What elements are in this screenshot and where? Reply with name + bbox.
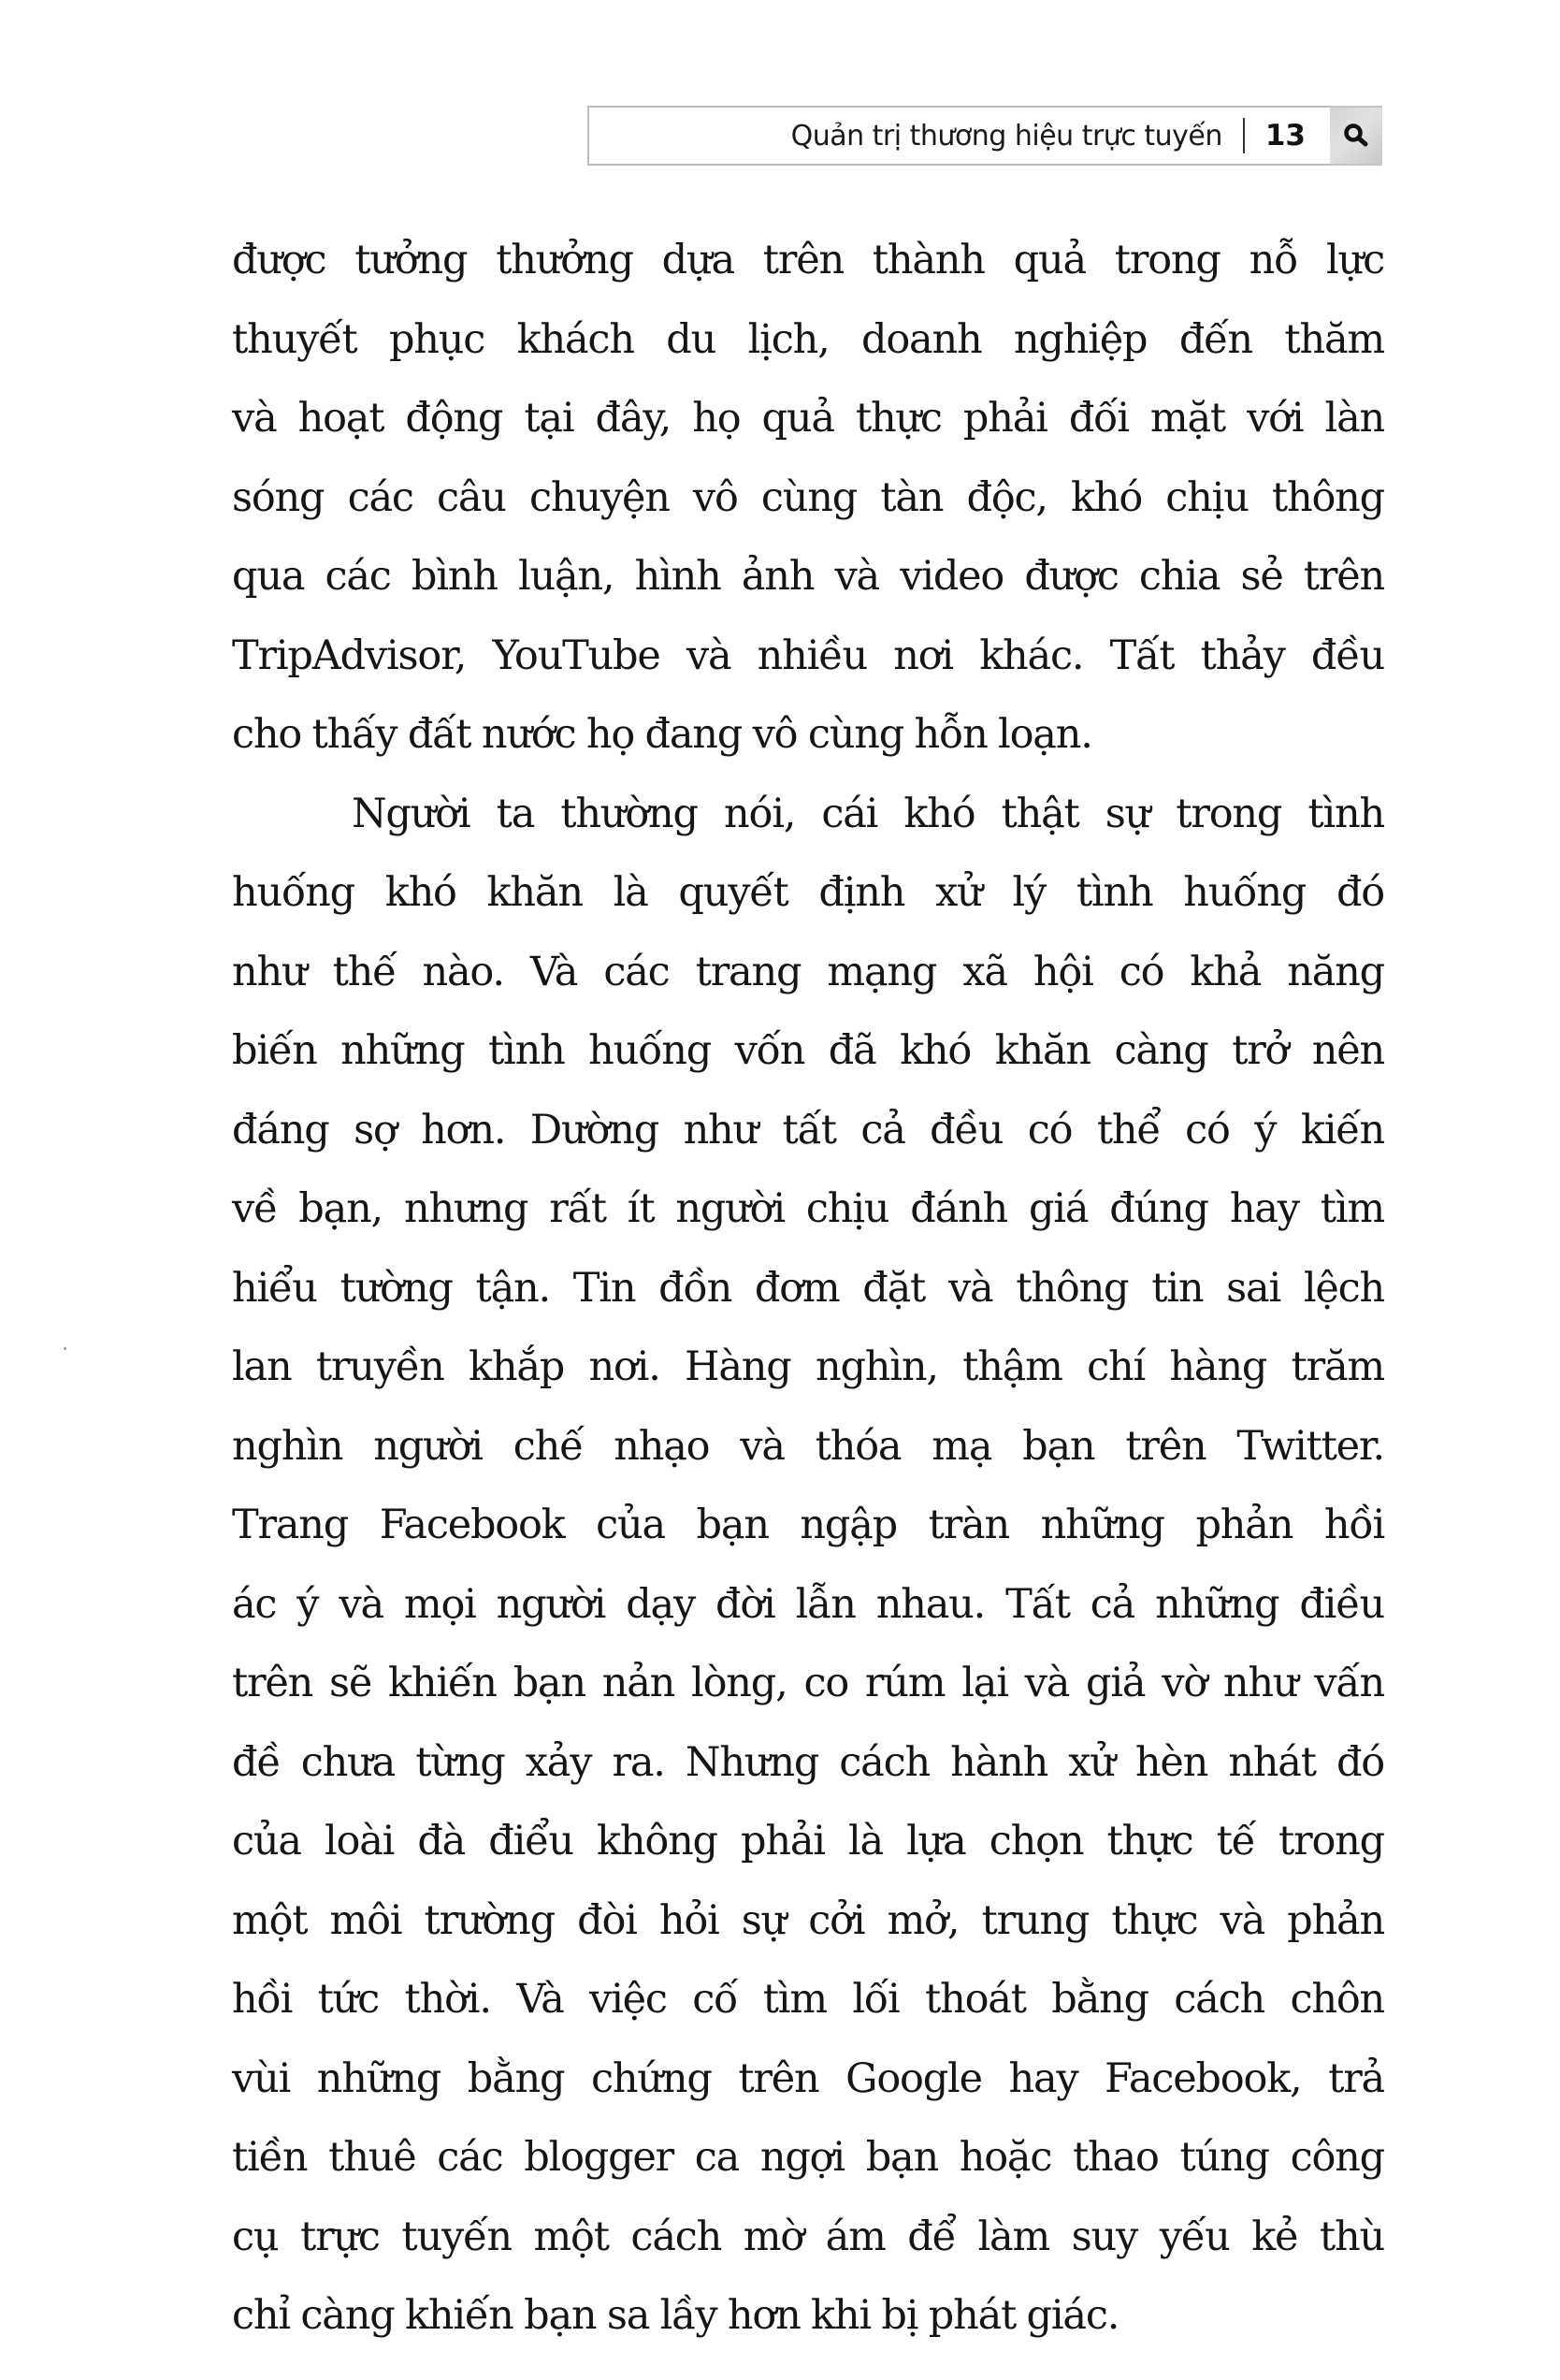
text-line: Người ta thường nói, cái khó thật sự trong tình — [352, 790, 1384, 837]
search-icon-cell — [1330, 106, 1382, 166]
text-line: Trang Facebook của bạn ngập tràn những phản hồi — [232, 1502, 1384, 1548]
text-line: huống khó khăn là quyết định xử lý tình huống đó — [232, 869, 1384, 916]
text-line: vùi những bằng chứng trên Google hay Facebook, trả — [232, 2054, 1384, 2102]
header-divider — [1243, 118, 1245, 153]
header-box — [587, 106, 1330, 166]
text-line: như thế nào. Và các trang mạng xã hội có khả năng — [232, 948, 1384, 995]
text-line: sóng các câu chuyện vô cùng tàn độc, khó chịu thông — [232, 473, 1384, 521]
text-line: hiểu tường tận. Tin đồn đơm đặt và thông tin sai lệch — [232, 1264, 1384, 1312]
page-number: 13 — [1264, 119, 1306, 152]
running-title: Quản trị thương hiệu trực tuyến — [790, 119, 1222, 152]
text-line: TripAdvisor, YouTube và nhiều nơi khác. Tất thảy đều — [232, 631, 1384, 679]
paragraph-2 — [232, 775, 1384, 2356]
text-line: nghìn người chế nhạo và thóa mạ bạn trên Twitter. — [232, 1422, 1384, 1470]
page-body — [232, 221, 1384, 2356]
scan-speck — [64, 1347, 66, 1350]
text-line: trên sẽ khiến bạn nản lòng, co rúm lại và giả vờ như vấn — [232, 1660, 1384, 1706]
text-line: của loài đà điểu không phải là lựa chọn thực tế trong — [232, 1818, 1384, 1865]
text-line: qua các bình luận, hình ảnh và video được chia sẻ trên — [232, 553, 1384, 600]
text-line: một môi trường đòi hỏi sự cởi mở, trung thực và phản — [232, 1896, 1384, 1944]
paragraph-1 — [232, 221, 1384, 775]
search-icon — [1342, 122, 1370, 150]
text-line: và hoạt động tại đây, họ quả thực phải đối mặt với làn — [232, 395, 1384, 442]
text-line: được tưởng thưởng dựa trên thành quả trong nỗ lực — [232, 237, 1384, 283]
text-line: cụ trực tuyến một cách mờ ám để làm suy yếu kẻ thù — [232, 2213, 1384, 2260]
text-line: đáng sợ hơn. Dường như tất cả đều có thể có ý kiến — [232, 1106, 1384, 1154]
running-header — [587, 106, 1382, 166]
text-line: ác ý và mọi người dạy đời lẫn nhau. Tất cả những điều — [232, 1580, 1384, 1628]
text-line: về bạn, nhưng rất ít người chịu đánh giá đúng hay tìm — [232, 1185, 1384, 1232]
text-line: hồi tức thời. Và việc cố tìm lối thoát bằng cách chôn — [232, 1976, 1384, 2023]
text-line: đề chưa từng xảy ra. Nhưng cách hành xử hèn nhát đó — [232, 1738, 1384, 1786]
text-line: thuyết phục khách du lịch, doanh nghiệp đến thăm — [232, 315, 1384, 363]
text-line: chỉ càng khiến bạn sa lầy hơn khi bị phát giác. — [232, 2292, 1119, 2339]
text-line: biến những tình huống vốn đã khó khăn càng trở nên — [232, 1027, 1384, 1074]
text-line: tiền thuê các blogger ca ngợi bạn hoặc thao túng công — [232, 2134, 1384, 2181]
text-line: cho thấy đất nước họ đang vô cùng hỗn loạn. — [232, 711, 1092, 758]
text-line: lan truyền khắp nơi. Hàng nghìn, thậm chí hàng trăm — [232, 1343, 1384, 1390]
